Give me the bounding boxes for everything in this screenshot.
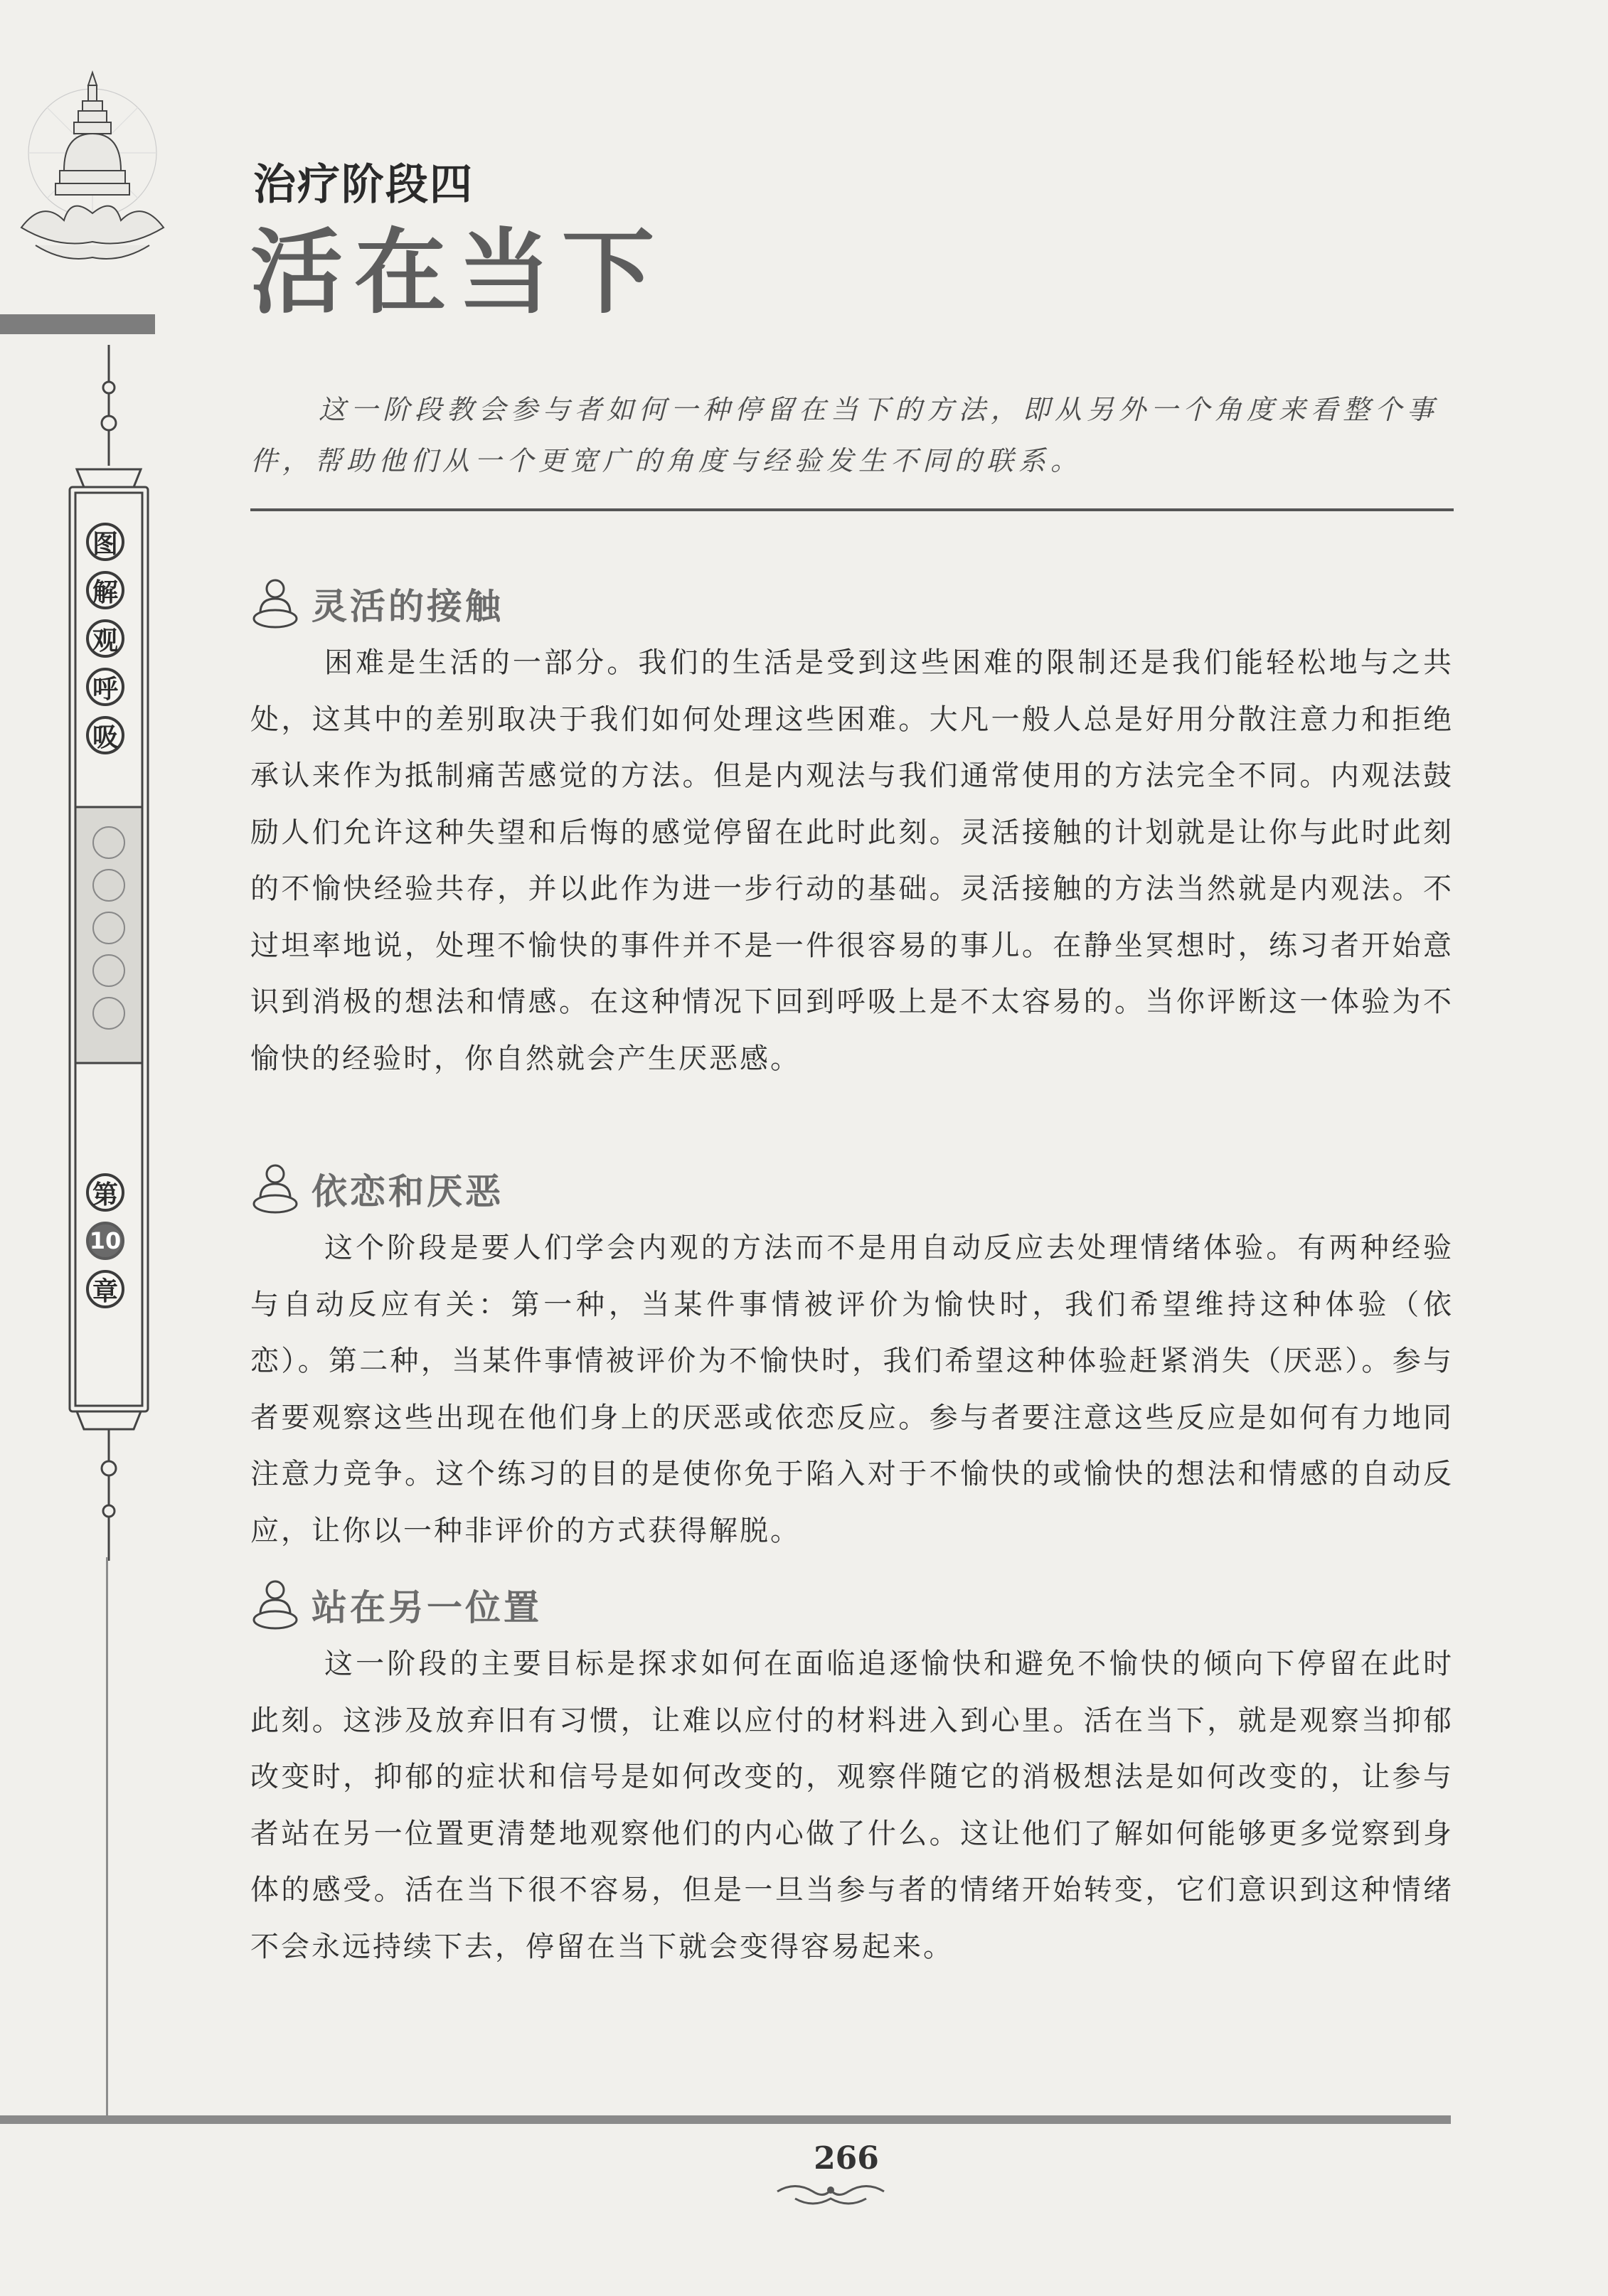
side-title-char: 图 bbox=[86, 523, 124, 561]
page-title: 活在当下 bbox=[250, 218, 666, 326]
section-heading bbox=[250, 1161, 504, 1217]
chapter-char: 章 bbox=[86, 1270, 124, 1308]
stupa-lotus-icon bbox=[14, 64, 171, 292]
section-heading bbox=[250, 1577, 542, 1633]
section-heading-text: 站在另一位置 bbox=[312, 1586, 542, 1628]
chapter-number: 10 bbox=[86, 1222, 124, 1260]
section-body: 困难是生活的一部分。我们的生活是受到这些困难的限制还是我们能轻松地与之共处，这其中的差别取决于我们如何处理这些困难。大凡一般人总是好用分散注意力和拒绝承认来作为抵制痛苦感觉的方法。但是内观法与我们通常使用的方法完全不同。内观法鼓励人们允许这种失望和后悔的感觉停留在此时此刻。灵活接触的计划就是让你与此时此刻的不愉快经验共存，并以此作为进一步行动的基础。灵活接触的方法当然就是内观法。不过坦率地说，处理不愉快的事件并不是一件很容易的事儿。在静坐冥想时，练习者开始意识到消极的想法和情感。在这种情况下回到呼吸上是不太容易的。当你评断这一体验为不愉快的经验时，你自然就会产生厌恶感。 bbox=[250, 646, 1454, 1075]
top-gray-bar bbox=[0, 314, 155, 334]
section-body: 这个阶段是要人们学会内观的方法而不是用自动反应去处理情绪体验。有两种经验与自动反应有关：第一种，当某件事情被评价为愉快时，我们希望维持这种体验（依恋）。第二种，当某件事情被评价为不愉快时，我们希望这种体验赶紧消失（厌恶）。参与者要观察这些出现在他们身上的厌恶或依恋反应。参与者要注意这些反应是如何有力地同注意力竞争。这个练习的目的是使你免于陷入对于不愉快的或愉快的想法和情感的自动反应，让你以一种非评价的方式获得解脱。 bbox=[250, 1232, 1454, 1547]
chapter-marker bbox=[86, 1173, 130, 1318]
stage-label: 治疗阶段四 bbox=[253, 160, 474, 210]
page-number: 266 bbox=[814, 2140, 879, 2177]
scroll-rod bbox=[106, 1557, 108, 2119]
meditator-icon bbox=[250, 1577, 300, 1633]
intro-paragraph: 这一阶段教会参与者如何一种停留在当下的方法，即从另外一个角度来看整个事件，帮助他们从一个更宽广的角度与经验发生不同的联系。 bbox=[250, 394, 1439, 476]
divider bbox=[250, 508, 1454, 511]
side-title-char: 呼 bbox=[86, 668, 124, 706]
meditator-icon bbox=[250, 1161, 300, 1217]
bottom-gray-bar bbox=[0, 2115, 1451, 2124]
section-heading bbox=[250, 576, 504, 631]
chapter-char: 第 bbox=[86, 1173, 124, 1212]
book-title-vertical bbox=[86, 523, 130, 764]
section-heading-text: 依恋和厌恶 bbox=[312, 1170, 504, 1212]
section-heading-text: 灵活的接触 bbox=[312, 585, 504, 627]
side-title-char: 观 bbox=[86, 619, 124, 658]
meditator-icon bbox=[250, 576, 300, 631]
flourish-ornament-icon bbox=[774, 2177, 888, 2210]
section-body: 这一阶段的主要目标是探求如何在面临追逐愉快和避免不愉快的倾向下停留在此时此刻。这涉及放弃旧有习惯，让难以应付的材料进入到心里。活在当下，就是观察当抑郁改变时，抑郁的症状和信号是如何改变的，观察伴随它的消极想法是如何改变的，让参与者站在另一位置更清楚地观察他们的内心做了什么。这让他们了解如何能够更多觉察到身体的感受。活在当下很不容易，但是一旦当参与者的情绪开始转变，它们意识到这种情绪不会永远持续下去，停留在当下就会变得容易起来。 bbox=[250, 1648, 1454, 1963]
side-title-char: 吸 bbox=[86, 716, 124, 754]
side-title-char: 解 bbox=[86, 571, 124, 609]
